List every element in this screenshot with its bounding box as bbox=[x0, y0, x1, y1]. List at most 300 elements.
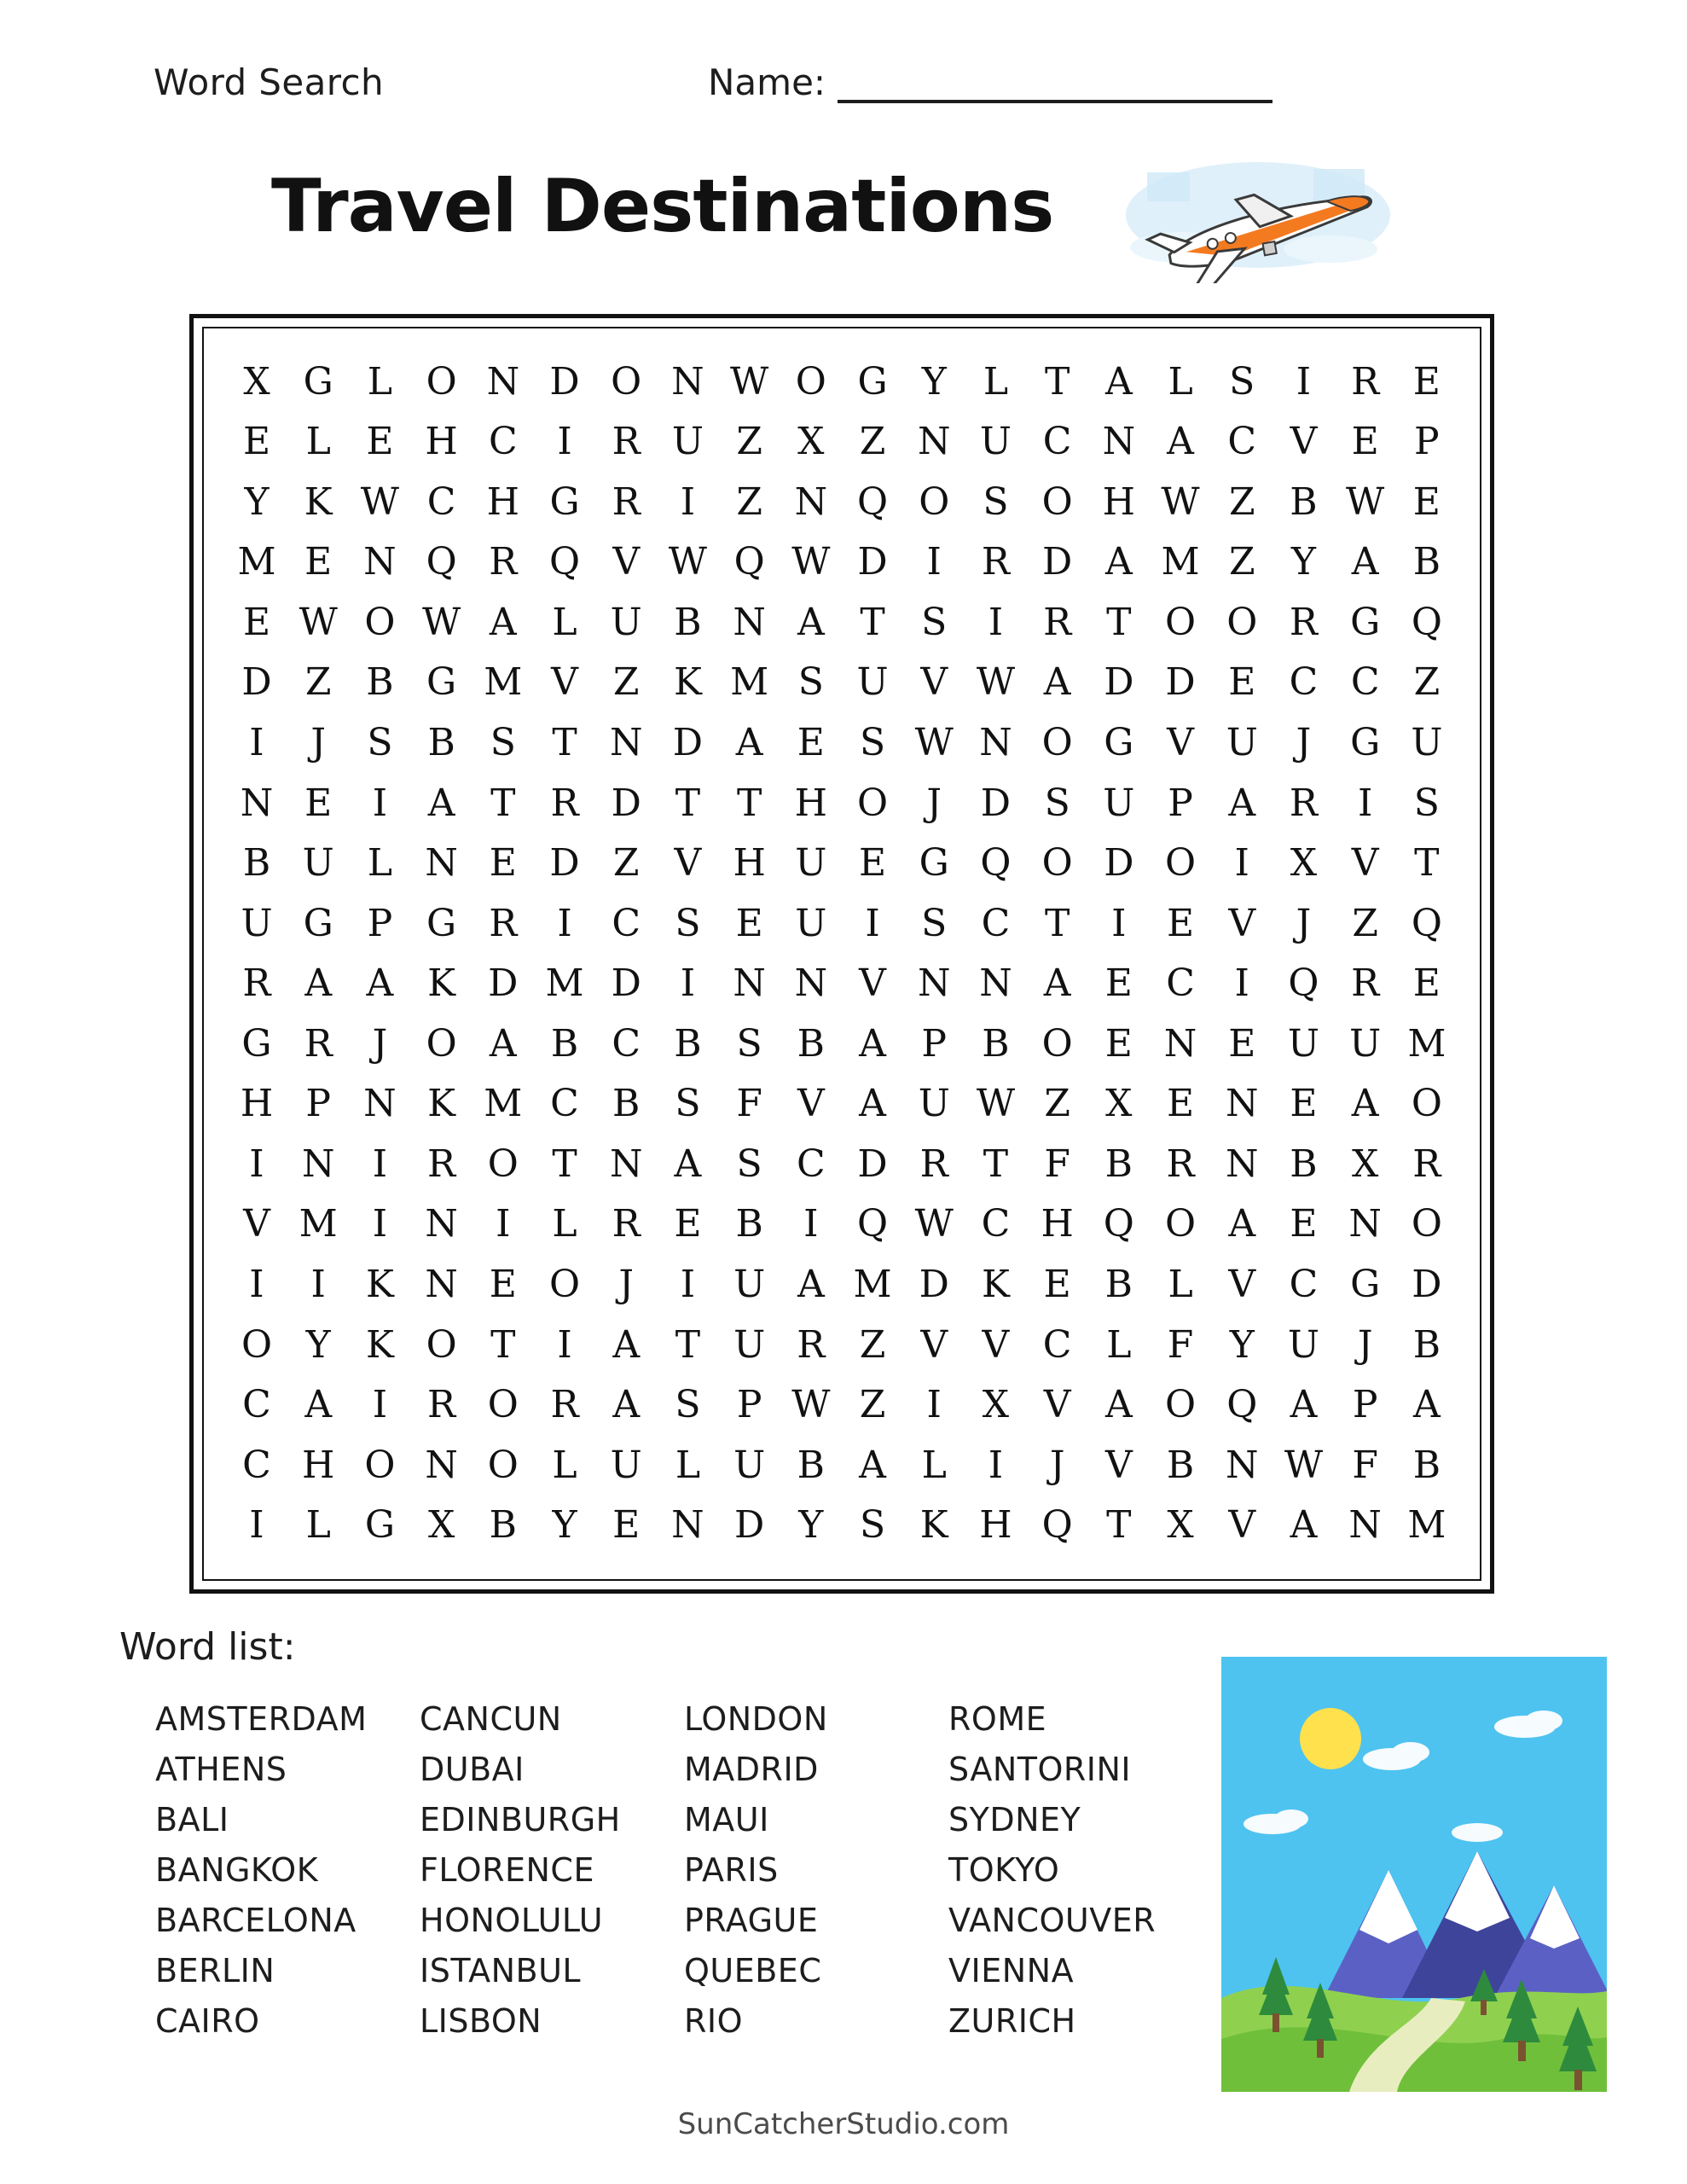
grid-cell[interactable]: D bbox=[611, 961, 641, 1006]
grid-cell[interactable]: S bbox=[1044, 781, 1070, 825]
grid-cell[interactable]: A bbox=[427, 781, 455, 825]
grid-cell[interactable]: B bbox=[366, 660, 394, 705]
grid-cell[interactable]: I bbox=[1111, 901, 1127, 945]
grid-cell[interactable]: U bbox=[1287, 1021, 1319, 1066]
grid-cell[interactable]: S bbox=[859, 1503, 886, 1548]
grid-cell[interactable]: W bbox=[1284, 1443, 1324, 1487]
grid-cell[interactable]: B bbox=[1104, 1141, 1133, 1186]
grid-cell[interactable]: N bbox=[979, 961, 1012, 1006]
grid-cell[interactable]: C bbox=[242, 1443, 271, 1487]
grid-cell[interactable]: G bbox=[1104, 720, 1134, 764]
grid-cell[interactable]: N bbox=[425, 1202, 458, 1246]
grid-cell[interactable]: R bbox=[1043, 600, 1072, 644]
grid-cell[interactable]: I bbox=[557, 420, 572, 464]
grid-cell[interactable]: P bbox=[367, 901, 393, 945]
grid-cell[interactable]: O bbox=[364, 1443, 396, 1487]
grid-cell[interactable]: I bbox=[496, 1202, 511, 1246]
word-list-item[interactable]: SYDNEY bbox=[948, 1801, 1081, 1838]
grid-cell[interactable]: M bbox=[299, 1202, 338, 1246]
grid-cell[interactable]: X bbox=[982, 1383, 1010, 1427]
grid-cell[interactable]: N bbox=[425, 841, 458, 886]
grid-cell[interactable]: R bbox=[1351, 961, 1380, 1006]
grid-cell[interactable]: N bbox=[671, 1503, 704, 1548]
grid-cell[interactable]: E bbox=[674, 1202, 702, 1246]
grid-cell[interactable]: G bbox=[303, 359, 333, 404]
grid-cell[interactable]: Z bbox=[1352, 901, 1378, 945]
grid-cell[interactable]: E bbox=[1166, 901, 1195, 945]
grid-cell[interactable]: E bbox=[1166, 1082, 1195, 1126]
grid-cell[interactable]: N bbox=[363, 540, 397, 584]
grid-cell[interactable]: N bbox=[425, 1263, 458, 1306]
grid-cell[interactable]: D bbox=[549, 359, 580, 404]
grid-cell[interactable]: E bbox=[1104, 961, 1133, 1006]
grid-cell[interactable]: G bbox=[241, 1021, 272, 1066]
grid-cell[interactable]: C bbox=[1289, 1263, 1319, 1306]
grid-cell[interactable]: L bbox=[552, 1202, 577, 1246]
grid-cell[interactable]: U bbox=[733, 1322, 766, 1367]
grid-cell[interactable]: B bbox=[489, 1503, 517, 1548]
grid-cell[interactable]: V bbox=[1290, 420, 1318, 464]
grid-cell[interactable]: I bbox=[803, 1202, 819, 1246]
grid-cell[interactable]: C bbox=[488, 420, 518, 464]
grid-cell[interactable]: A bbox=[797, 600, 825, 644]
grid-cell[interactable]: B bbox=[982, 1021, 1010, 1066]
grid-cell[interactable]: X bbox=[797, 420, 825, 464]
grid-cell[interactable]: R bbox=[981, 540, 1010, 584]
grid-cell[interactable]: W bbox=[914, 720, 954, 764]
grid-cell[interactable]: N bbox=[1226, 1141, 1259, 1186]
grid-cell[interactable]: T bbox=[675, 781, 701, 825]
grid-cell[interactable]: U bbox=[979, 420, 1012, 464]
word-list-item[interactable]: QUEBEC bbox=[684, 1952, 822, 1989]
grid-cell[interactable]: G bbox=[1350, 720, 1381, 764]
grid-cell[interactable]: B bbox=[1166, 1443, 1195, 1487]
word-search-grid[interactable] bbox=[189, 314, 1494, 1594]
grid-cell[interactable]: N bbox=[1348, 1202, 1382, 1246]
grid-cell[interactable]: D bbox=[549, 841, 580, 886]
grid-cell[interactable]: P bbox=[1414, 420, 1440, 464]
grid-cell[interactable]: N bbox=[425, 1443, 458, 1487]
grid-cell[interactable]: O bbox=[426, 359, 457, 404]
grid-cell[interactable]: O bbox=[487, 1383, 519, 1427]
grid-cell[interactable]: E bbox=[1043, 1263, 1071, 1306]
grid-cell[interactable]: M bbox=[853, 1263, 892, 1306]
grid-cell[interactable]: E bbox=[489, 841, 517, 886]
grid-cell[interactable]: A bbox=[1290, 1383, 1318, 1427]
grid-cell[interactable]: R bbox=[612, 479, 641, 524]
grid-cell[interactable]: S bbox=[367, 720, 393, 764]
grid-cell[interactable]: C bbox=[242, 1383, 271, 1427]
grid-cell[interactable]: K bbox=[982, 1263, 1010, 1306]
grid-cell[interactable]: I bbox=[680, 961, 696, 1006]
grid-cell[interactable]: V bbox=[797, 1082, 825, 1126]
grid-cell[interactable]: Z bbox=[1228, 540, 1255, 584]
grid-cell[interactable]: C bbox=[612, 901, 641, 945]
grid-cell[interactable]: Y bbox=[798, 1503, 824, 1548]
grid-cell[interactable]: S bbox=[797, 660, 824, 705]
grid-cell[interactable]: W bbox=[730, 359, 769, 404]
name-input-line[interactable] bbox=[838, 64, 1272, 103]
word-list-item[interactable]: MADRID bbox=[684, 1751, 819, 1788]
grid-cell[interactable]: A bbox=[1104, 1383, 1133, 1427]
grid-cell[interactable]: K bbox=[304, 479, 333, 524]
word-list-item[interactable]: BANGKOK bbox=[155, 1851, 319, 1889]
grid-cell[interactable]: A bbox=[859, 1443, 886, 1487]
grid-cell[interactable]: C bbox=[1350, 660, 1380, 705]
grid-cell[interactable]: S bbox=[921, 600, 948, 644]
grid-cell[interactable]: O bbox=[548, 1263, 581, 1306]
grid-cell[interactable]: A bbox=[489, 600, 517, 644]
grid-cell[interactable]: Y bbox=[244, 479, 270, 524]
grid-cell[interactable]: N bbox=[609, 720, 643, 764]
grid-cell[interactable]: V bbox=[612, 540, 641, 584]
grid-cell[interactable]: P bbox=[1168, 781, 1193, 825]
grid-cell[interactable]: R bbox=[612, 420, 641, 464]
grid-cell[interactable]: N bbox=[979, 720, 1012, 764]
grid-cell[interactable]: F bbox=[1352, 1443, 1378, 1487]
grid-cell[interactable]: I bbox=[988, 1443, 1004, 1487]
grid-cell[interactable]: O bbox=[1411, 1202, 1442, 1246]
grid-cell[interactable]: B bbox=[1412, 1322, 1441, 1367]
grid-cell[interactable]: J bbox=[1357, 1322, 1373, 1367]
grid-cell[interactable]: A bbox=[612, 1322, 641, 1367]
grid-cell[interactable]: K bbox=[673, 660, 702, 705]
grid-cell[interactable]: V bbox=[1228, 1263, 1256, 1306]
grid-cell[interactable]: N bbox=[917, 420, 951, 464]
grid-cell[interactable]: Q bbox=[1288, 961, 1319, 1006]
grid-cell[interactable]: A bbox=[1167, 420, 1194, 464]
grid-cell[interactable]: N bbox=[609, 1141, 643, 1186]
word-list-item[interactable]: RIO bbox=[684, 2002, 744, 2040]
grid-cell[interactable]: N bbox=[240, 781, 274, 825]
grid-cell[interactable]: G bbox=[303, 901, 333, 945]
grid-cell[interactable]: S bbox=[736, 1021, 762, 1066]
grid-cell[interactable]: L bbox=[1106, 1322, 1132, 1367]
grid-cell[interactable]: V bbox=[1228, 1503, 1256, 1548]
grid-cell[interactable]: W bbox=[791, 1383, 831, 1427]
grid-cell[interactable]: L bbox=[367, 359, 393, 404]
grid-cell[interactable]: R bbox=[797, 1322, 826, 1367]
grid-cell[interactable]: Q bbox=[1103, 1202, 1134, 1246]
grid-cell[interactable]: G bbox=[426, 660, 457, 705]
grid-cell[interactable]: N bbox=[486, 359, 520, 404]
grid-cell[interactable]: T bbox=[552, 1141, 577, 1186]
grid-cell[interactable]: Z bbox=[859, 1383, 886, 1427]
grid-cell[interactable]: V bbox=[674, 841, 702, 886]
grid-cell[interactable]: E bbox=[1412, 961, 1441, 1006]
grid-cell[interactable]: Z bbox=[1228, 479, 1255, 524]
grid-cell[interactable]: D bbox=[488, 961, 519, 1006]
grid-cell[interactable]: A bbox=[735, 720, 763, 764]
grid-cell[interactable]: G bbox=[857, 359, 888, 404]
grid-cell[interactable]: S bbox=[675, 901, 701, 945]
grid-cell[interactable]: I bbox=[1296, 359, 1312, 404]
word-list-item[interactable]: BALI bbox=[155, 1801, 229, 1838]
grid-cell[interactable]: F bbox=[1167, 1322, 1194, 1367]
word-list-item[interactable]: DUBAI bbox=[420, 1751, 525, 1788]
grid-cell[interactable]: V bbox=[243, 1202, 270, 1246]
word-list-item[interactable]: ISTANBUL bbox=[420, 1952, 582, 1989]
grid-cell[interactable]: G bbox=[1350, 600, 1381, 644]
grid-cell[interactable]: D bbox=[1412, 1263, 1442, 1306]
grid-cell[interactable]: A bbox=[489, 1021, 517, 1066]
grid-cell[interactable]: E bbox=[1351, 420, 1379, 464]
grid-cell[interactable]: M bbox=[484, 1082, 523, 1126]
grid-cell[interactable]: A bbox=[1228, 1202, 1256, 1246]
grid-cell[interactable]: Q bbox=[548, 540, 581, 584]
grid-cell[interactable]: I bbox=[680, 1263, 696, 1306]
grid-cell[interactable]: D bbox=[919, 1263, 949, 1306]
grid-cell[interactable]: D bbox=[1042, 540, 1073, 584]
grid-cell[interactable]: I bbox=[557, 1322, 572, 1367]
grid-cell[interactable]: X bbox=[1167, 1503, 1194, 1548]
grid-cell[interactable]: R bbox=[919, 1141, 948, 1186]
grid-cell[interactable]: M bbox=[545, 961, 584, 1006]
grid-cell[interactable]: Q bbox=[980, 841, 1012, 886]
grid-cell[interactable]: E bbox=[489, 1263, 517, 1306]
word-list-item[interactable]: CAIRO bbox=[155, 2002, 260, 2040]
word-list-item[interactable]: PRAGUE bbox=[684, 1902, 819, 1939]
grid-cell[interactable]: D bbox=[1165, 660, 1196, 705]
word-list-item[interactable]: HONOLULU bbox=[420, 1902, 604, 1939]
grid-cell[interactable]: D bbox=[1104, 660, 1134, 705]
grid-cell[interactable]: O bbox=[1041, 1021, 1073, 1066]
grid-cell[interactable]: Q bbox=[856, 1202, 889, 1246]
grid-cell[interactable]: G bbox=[549, 479, 580, 524]
grid-cell[interactable]: D bbox=[1104, 841, 1134, 886]
grid-cell[interactable]: C bbox=[550, 1082, 579, 1126]
grid-cell[interactable]: I bbox=[310, 1263, 326, 1306]
grid-cell[interactable]: H bbox=[240, 1082, 274, 1126]
grid-cell[interactable]: N bbox=[1226, 1443, 1259, 1487]
grid-cell[interactable]: A bbox=[1043, 961, 1071, 1006]
grid-cell[interactable]: V bbox=[920, 1322, 948, 1367]
grid-cell[interactable]: S bbox=[675, 1383, 701, 1427]
grid-cell[interactable]: A bbox=[1104, 540, 1133, 584]
grid-cell[interactable]: I bbox=[926, 1383, 942, 1427]
grid-cell[interactable]: K bbox=[365, 1263, 394, 1306]
grid-cell[interactable]: Z bbox=[1413, 660, 1441, 705]
grid-cell[interactable]: Y bbox=[552, 1503, 577, 1548]
grid-cell[interactable]: K bbox=[427, 1082, 456, 1126]
grid-cell[interactable]: Q bbox=[733, 540, 765, 584]
grid-cell[interactable]: T bbox=[490, 781, 516, 825]
grid-cell[interactable]: U bbox=[610, 1443, 642, 1487]
grid-cell[interactable]: W bbox=[668, 540, 708, 584]
grid-cell[interactable]: A bbox=[304, 1383, 333, 1427]
grid-cell[interactable]: B bbox=[242, 841, 271, 886]
grid-cell[interactable]: T bbox=[490, 1322, 516, 1367]
grid-cell[interactable]: O bbox=[364, 600, 396, 644]
grid-cell[interactable]: T bbox=[1044, 901, 1070, 945]
grid-cell[interactable]: O bbox=[1165, 1383, 1197, 1427]
grid-cell[interactable]: C bbox=[981, 1202, 1011, 1246]
grid-cell[interactable]: O bbox=[1041, 479, 1073, 524]
grid-cell[interactable]: H bbox=[794, 781, 828, 825]
grid-cell[interactable]: N bbox=[1163, 1021, 1197, 1066]
grid-cell[interactable]: W bbox=[421, 600, 461, 644]
grid-cell[interactable]: B bbox=[1290, 1141, 1318, 1186]
grid-cell[interactable]: T bbox=[983, 1141, 1009, 1186]
grid-cell[interactable]: A bbox=[859, 1021, 886, 1066]
grid-cell[interactable]: V bbox=[1167, 720, 1194, 764]
grid-cell[interactable]: W bbox=[1161, 479, 1200, 524]
grid-cell[interactable]: J bbox=[618, 1263, 635, 1306]
grid-cell[interactable]: N bbox=[1102, 420, 1136, 464]
grid-cell[interactable]: H bbox=[486, 479, 519, 524]
grid-cell[interactable]: B bbox=[1412, 540, 1441, 584]
grid-cell[interactable]: E bbox=[1412, 359, 1441, 404]
grid-cell[interactable]: I bbox=[1234, 841, 1249, 886]
grid-cell[interactable]: X bbox=[1351, 1141, 1379, 1186]
grid-cell[interactable]: N bbox=[363, 1082, 397, 1126]
grid-cell[interactable]: E bbox=[304, 540, 333, 584]
grid-cell[interactable]: T bbox=[860, 600, 885, 644]
grid-cell[interactable]: R bbox=[1289, 781, 1319, 825]
grid-cell[interactable]: A bbox=[304, 961, 333, 1006]
grid-cell[interactable]: S bbox=[1413, 781, 1440, 825]
grid-cell[interactable]: Z bbox=[304, 660, 332, 705]
grid-cell[interactable]: X bbox=[243, 359, 270, 404]
grid-cell[interactable]: D bbox=[241, 660, 272, 705]
grid-cell[interactable]: D bbox=[611, 781, 641, 825]
word-list-item[interactable]: SANTORINI bbox=[948, 1751, 1132, 1788]
grid-cell[interactable]: L bbox=[305, 1503, 331, 1548]
grid-cell[interactable]: E bbox=[366, 420, 394, 464]
grid-cell[interactable]: C bbox=[612, 1021, 641, 1066]
grid-cell[interactable]: Y bbox=[1229, 1322, 1255, 1367]
grid-cell[interactable]: Q bbox=[1411, 901, 1442, 945]
grid-cell[interactable]: L bbox=[552, 1443, 577, 1487]
word-list-item[interactable]: PARIS bbox=[684, 1851, 779, 1889]
grid-cell[interactable]: L bbox=[675, 1443, 701, 1487]
grid-cell[interactable]: O bbox=[795, 359, 826, 404]
grid-cell[interactable]: N bbox=[1226, 1082, 1259, 1126]
grid-cell[interactable]: R bbox=[612, 1202, 641, 1246]
grid-cell[interactable]: C bbox=[1042, 1322, 1072, 1367]
grid-cell[interactable]: A bbox=[366, 961, 394, 1006]
grid-cell[interactable]: W bbox=[791, 540, 831, 584]
grid-cell[interactable]: A bbox=[797, 1263, 825, 1306]
grid-cell[interactable]: L bbox=[921, 1443, 947, 1487]
word-list-item[interactable]: ATHENS bbox=[155, 1751, 287, 1788]
grid-cell[interactable]: D bbox=[672, 720, 704, 764]
grid-cell[interactable]: R bbox=[1412, 1141, 1441, 1186]
grid-cell[interactable]: U bbox=[795, 841, 827, 886]
grid-cell[interactable]: E bbox=[1228, 1021, 1256, 1066]
grid-cell[interactable]: B bbox=[1412, 1443, 1441, 1487]
grid-cell[interactable]: I bbox=[249, 1141, 264, 1186]
word-list-item[interactable]: CANCUN bbox=[420, 1700, 562, 1738]
grid-cell[interactable]: H bbox=[1041, 1202, 1074, 1246]
grid-cell[interactable]: I bbox=[926, 540, 942, 584]
grid-cell[interactable]: T bbox=[1044, 359, 1070, 404]
grid-cell[interactable]: N bbox=[301, 1141, 335, 1186]
grid-cell[interactable]: Z bbox=[736, 479, 762, 524]
grid-cell[interactable]: A bbox=[1043, 660, 1071, 705]
grid-cell[interactable]: G bbox=[364, 1503, 395, 1548]
grid-cell[interactable]: A bbox=[1228, 781, 1256, 825]
grid-cell[interactable]: F bbox=[1044, 1141, 1070, 1186]
grid-cell[interactable]: R bbox=[489, 540, 518, 584]
grid-cell[interactable]: W bbox=[360, 479, 400, 524]
grid-cell[interactable]: U bbox=[1349, 1021, 1382, 1066]
grid-cell[interactable]: H bbox=[425, 420, 458, 464]
grid-cell[interactable]: H bbox=[733, 841, 766, 886]
grid-cell[interactable]: O bbox=[487, 1443, 519, 1487]
grid-cell[interactable]: T bbox=[1106, 1503, 1132, 1548]
grid-cell[interactable]: B bbox=[797, 1021, 825, 1066]
grid-cell[interactable]: Z bbox=[859, 420, 886, 464]
grid-cell[interactable]: E bbox=[735, 901, 763, 945]
grid-cell[interactable]: A bbox=[1104, 359, 1133, 404]
grid-cell[interactable]: O bbox=[1041, 841, 1073, 886]
grid-cell[interactable]: R bbox=[550, 1383, 579, 1427]
grid-cell[interactable]: E bbox=[612, 1503, 641, 1548]
grid-cell[interactable]: A bbox=[1351, 540, 1379, 584]
grid-cell[interactable]: R bbox=[1289, 600, 1319, 644]
word-list-item[interactable]: TOKYO bbox=[948, 1851, 1060, 1889]
grid-cell[interactable]: U bbox=[241, 901, 273, 945]
word-list-item[interactable]: VIENNA bbox=[948, 1952, 1075, 1989]
grid-cell[interactable]: G bbox=[919, 841, 949, 886]
grid-cell[interactable]: A bbox=[1290, 1503, 1318, 1548]
grid-cell[interactable]: V bbox=[1351, 841, 1379, 886]
grid-cell[interactable]: V bbox=[1104, 1443, 1133, 1487]
grid-cell[interactable]: I bbox=[372, 1141, 388, 1186]
grid-cell[interactable]: G bbox=[426, 901, 457, 945]
grid-cell[interactable]: N bbox=[671, 359, 704, 404]
grid-cell[interactable]: E bbox=[1290, 1082, 1318, 1126]
grid-cell[interactable]: R bbox=[1351, 359, 1380, 404]
grid-cell[interactable]: Z bbox=[612, 841, 640, 886]
grid-cell[interactable]: N bbox=[794, 961, 828, 1006]
grid-cell[interactable]: B bbox=[427, 720, 455, 764]
grid-cell[interactable]: I bbox=[680, 479, 696, 524]
grid-cell[interactable]: R bbox=[427, 1383, 456, 1427]
grid-cell[interactable]: U bbox=[302, 841, 334, 886]
grid-cell[interactable]: J bbox=[372, 1021, 388, 1066]
grid-cell[interactable]: Y bbox=[1290, 540, 1316, 584]
grid-cell[interactable]: O bbox=[1165, 600, 1197, 644]
grid-cell[interactable]: P bbox=[305, 1082, 331, 1126]
grid-cell[interactable]: A bbox=[1351, 1082, 1379, 1126]
grid-cell[interactable]: R bbox=[489, 901, 518, 945]
grid-cell[interactable]: O bbox=[919, 479, 950, 524]
grid-cell[interactable]: R bbox=[304, 1021, 333, 1066]
grid-cell[interactable]: I bbox=[1234, 961, 1249, 1006]
grid-cell[interactable]: K bbox=[919, 1503, 948, 1548]
grid-cell[interactable]: B bbox=[674, 1021, 702, 1066]
word-list-item[interactable]: ZURICH bbox=[948, 2002, 1076, 2040]
grid-cell[interactable]: W bbox=[914, 1202, 954, 1246]
grid-cell[interactable]: J bbox=[1049, 1443, 1065, 1487]
grid-cell[interactable]: K bbox=[427, 961, 456, 1006]
grid-cell[interactable]: Q bbox=[856, 479, 889, 524]
grid-cell[interactable]: U bbox=[856, 660, 889, 705]
grid-cell[interactable]: P bbox=[1352, 1383, 1378, 1427]
grid-cell[interactable]: P bbox=[921, 1021, 948, 1066]
grid-cell[interactable]: N bbox=[794, 479, 828, 524]
word-list-item[interactable]: EDINBURGH bbox=[420, 1801, 621, 1838]
grid-cell[interactable]: Q bbox=[1411, 600, 1442, 644]
grid-cell[interactable]: T bbox=[552, 720, 577, 764]
grid-cell[interactable]: B bbox=[1104, 1263, 1133, 1306]
grid-cell[interactable]: U bbox=[671, 420, 704, 464]
grid-cell[interactable]: T bbox=[736, 781, 762, 825]
grid-cell[interactable]: U bbox=[1411, 720, 1443, 764]
grid-cell[interactable]: I bbox=[372, 1383, 388, 1427]
